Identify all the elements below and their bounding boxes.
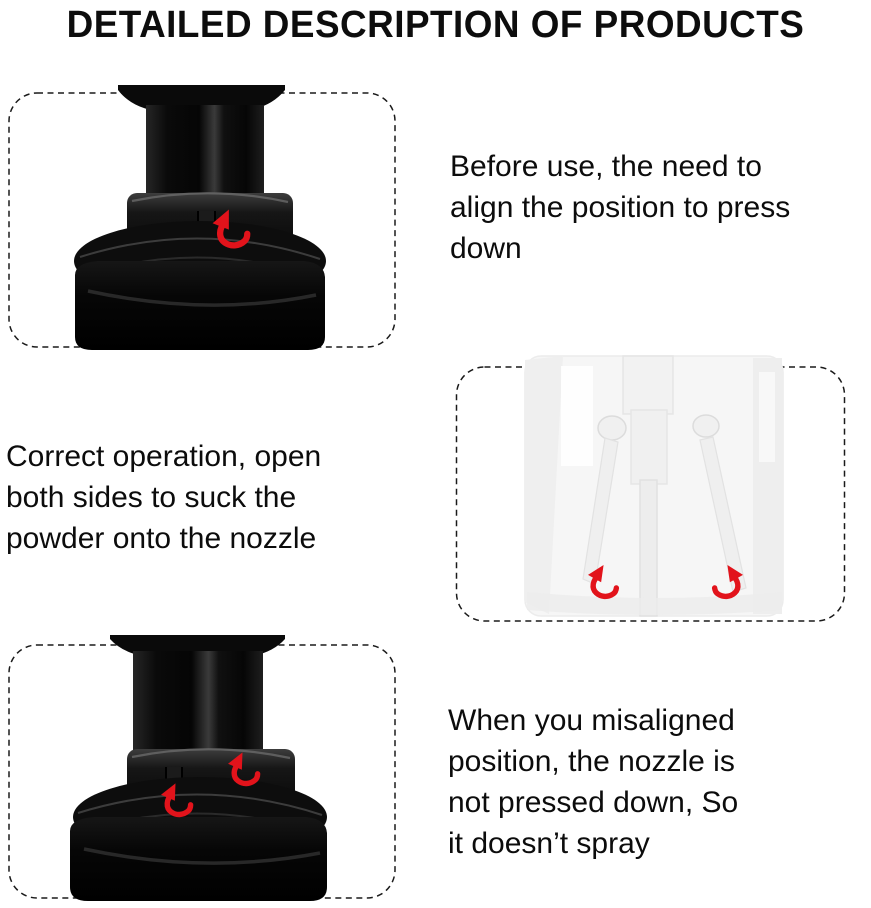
caption-align-before-use: Before use, the need to align the position to press down bbox=[450, 150, 791, 265]
photo-misaligned-pump bbox=[8, 635, 397, 907]
caption-misaligned-warning: When you misaligned position, the nozzle is not pressed down, So it doesn’t spray bbox=[448, 704, 739, 860]
photo-clear-bottle bbox=[455, 352, 847, 628]
photo-aligned-pump bbox=[8, 85, 397, 352]
page-title: DETAILED DESCRIPTION OF PRODUCTS bbox=[66, 4, 805, 46]
caption-correct-operation: Correct operation, open both sides to suck the powder onto the nozzle bbox=[6, 440, 322, 555]
